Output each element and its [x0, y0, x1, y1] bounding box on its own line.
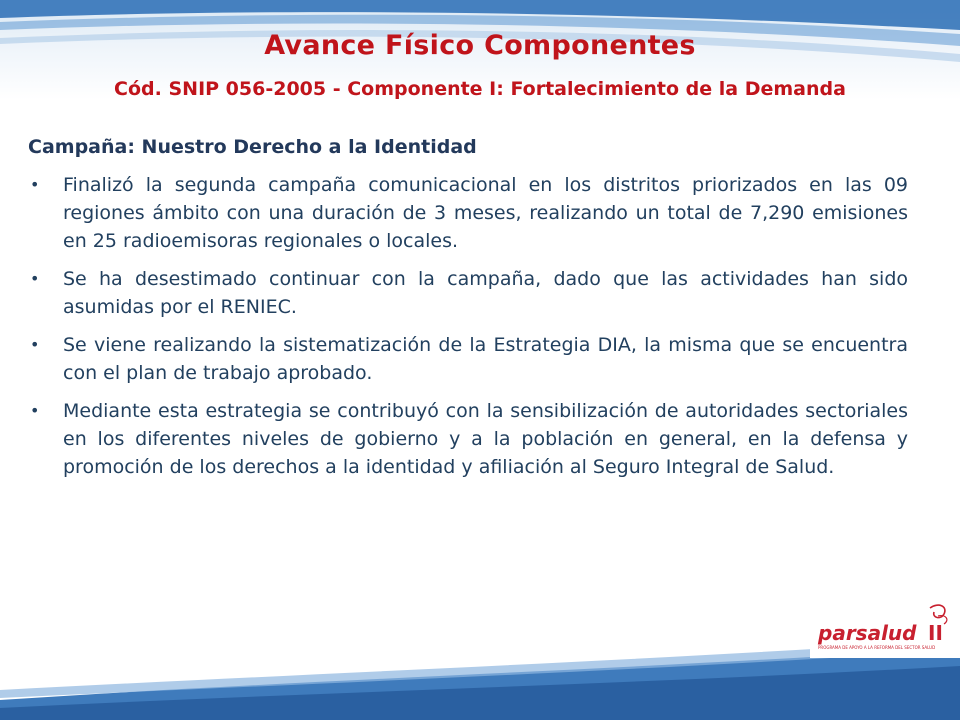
bullet-list: [28, 171, 908, 481]
slide-body: [28, 133, 908, 491]
parsalud-logo-icon: [810, 600, 960, 658]
bullet-text: Finalizó la segunda campaña comunicacional en los distritos priorizados en las 09 regiones ámbito con una duración de 3 meses, realizando un total de 7,290 emisiones en 25 radioemisoras regionales o locales.: [63, 174, 908, 252]
bullet-item: [28, 331, 908, 387]
bullet-item: [28, 265, 908, 321]
bullet-text: Se ha desestimado continuar con la campaña, dado que las actividades han sido asumidas por el RENIEC.: [63, 268, 908, 318]
bullet-item: [28, 171, 908, 255]
bullet-text: Mediante esta estrategia se contribuyó con la sensibilización de autoridades sectoriales en los diferentes niveles de gobierno y a la población en general, en la defensa y promoción de los derechos a la identidad y afiliación al Seguro Integral de Salud.: [63, 400, 908, 478]
bullet-item: [28, 397, 908, 481]
logo-text: parsalud: [818, 621, 917, 645]
slide-title: Avance Físico Componentes: [264, 30, 696, 61]
logo-tagline: PROGRAMA DE APOYO A LA REFORMA DEL SECTOR SALUD: [818, 645, 936, 650]
bullet-icon: •: [30, 401, 40, 420]
bullet-icon: •: [30, 269, 40, 288]
slide-subtitle: Cód. SNIP 056-2005 - Componente I: Fortalecimiento de la Demanda: [114, 78, 846, 100]
campaign-heading: Campaña: Nuestro Derecho a la Identidad: [28, 136, 477, 158]
parsalud-logo: [810, 600, 960, 658]
logo-suffix: II: [928, 621, 943, 645]
bullet-icon: •: [30, 335, 40, 354]
bullet-text: Se viene realizando la sistematización de la Estrategia DIA, la misma que se encuentra con el plan de trabajo aprobado.: [63, 334, 908, 384]
bullet-icon: •: [30, 175, 40, 194]
